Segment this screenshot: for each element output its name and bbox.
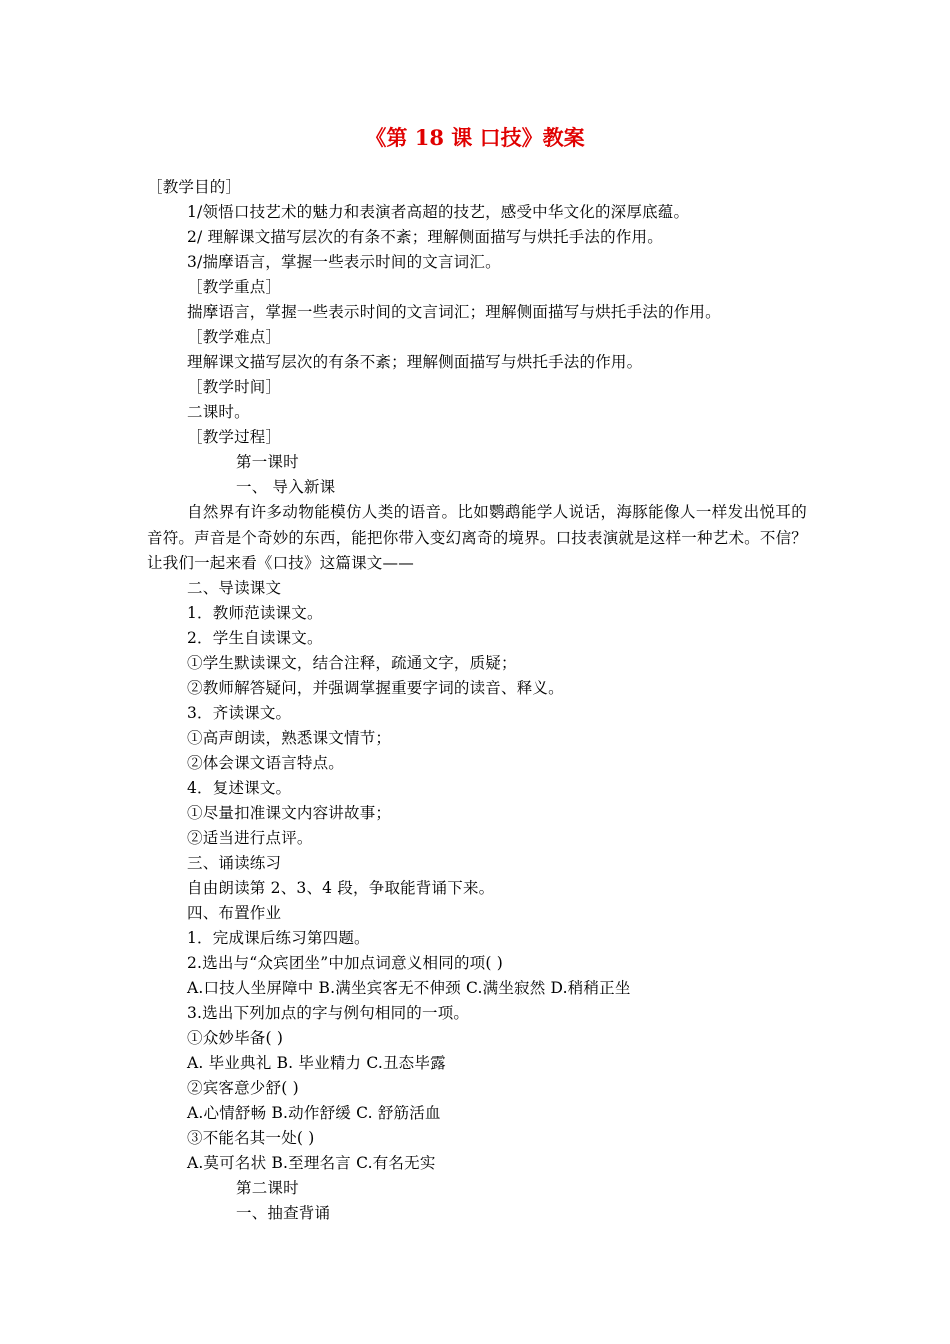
intro-paragraph: 自然界有许多动物能模仿人类的语音。比如鹦鹉能学人说话，海豚能像人一样发出悦耳的音符。声音是个奇妙的东西，能把你带入变幻离奇的境界。口技表演就是这样一种艺术。不信？让我们一起来看《口技》这篇课文—— [147,503,807,572]
answer-options: A.口技人坐屏障中 B.满坐宾客无不伸颈 C.满坐寂然 D.稍稍正坐 [187,979,631,997]
text-line: 二课时。 [187,403,250,421]
section-heading-process: ［教学过程］ [187,428,282,446]
text-line: 揣摩语言，掌握一些表示时间的文言词汇；理解侧面描写与烘托手法的作用。 [187,303,721,321]
list-item: ②教师解答疑问，并强调掌握重要字词的读音、释义。 [187,679,564,697]
section-heading-key-points: ［教学重点］ [187,278,282,296]
list-item: ①尽量扣准课文内容讲故事； [187,804,392,822]
list-item: ②体会课文语言特点。 [187,754,345,772]
objective-item: 3/揣摩语言，掌握一些表示时间的文言词汇。 [187,253,501,271]
objective-item: 1/领悟口技艺术的魅力和表演者高超的技艺，感受中华文化的深厚底蕴。 [187,203,690,221]
step-heading: 一、 导入新课 [236,478,336,496]
lesson-heading: 第二课时 [236,1179,299,1197]
question-item: ①众妙毕备( ) [187,1029,284,1047]
text-line: 理解课文描写层次的有条不紊；理解侧面描写与烘托手法的作用。 [187,353,643,371]
section-heading-objectives: ［教学目的］ [147,178,242,196]
homework-item: 3.选出下列加点的字与例句相同的一项。 [187,1004,470,1022]
section-heading-difficulties: ［教学难点］ [187,328,282,346]
section-heading-time: ［教学时间］ [187,378,282,396]
list-item: ①学生默读课文，结合注释，疏通文字，质疑； [187,654,517,672]
homework-item: 1．完成课后练习第四题。 [187,929,370,947]
question-item: ③不能名其一处( ) [187,1129,315,1147]
list-item: 4．复述课文。 [187,779,292,797]
step-heading: 二、导读课文 [187,579,282,597]
step-heading: 一、抽查背诵 [236,1204,331,1222]
objective-item: 2/ 理解课文描写层次的有条不紊；理解侧面描写与烘托手法的作用。 [187,228,663,246]
list-item: ②适当进行点评。 [187,829,313,847]
list-item: 3．齐读课文。 [187,704,292,722]
question-item: ②宾客意少舒( ) [187,1079,299,1097]
homework-item: 2.选出与“众宾团坐”中加点词意义相同的项( ) [187,954,503,972]
list-item: ①高声朗读，熟悉课文情节； [187,729,392,747]
answer-options: A.莫可名状 B.至理名言 C.有名无实 [187,1154,436,1172]
answer-options: A. 毕业典礼 B. 毕业精力 C.丑态毕露 [187,1054,446,1072]
lesson-heading: 第一课时 [236,453,299,471]
answer-options: A.心情舒畅 B.动作舒缓 C. 舒筋活血 [187,1104,441,1122]
step-heading: 四、布置作业 [187,904,282,922]
list-item: 2．学生自读课文。 [187,629,323,647]
document-title: 《第 18 课 口技》教案 [365,125,585,150]
step-heading: 三、诵读练习 [187,854,282,872]
text-line: 自由朗读第 2、3、4 段，争取能背诵下来。 [187,879,495,897]
list-item: 1．教师范读课文。 [187,604,323,622]
